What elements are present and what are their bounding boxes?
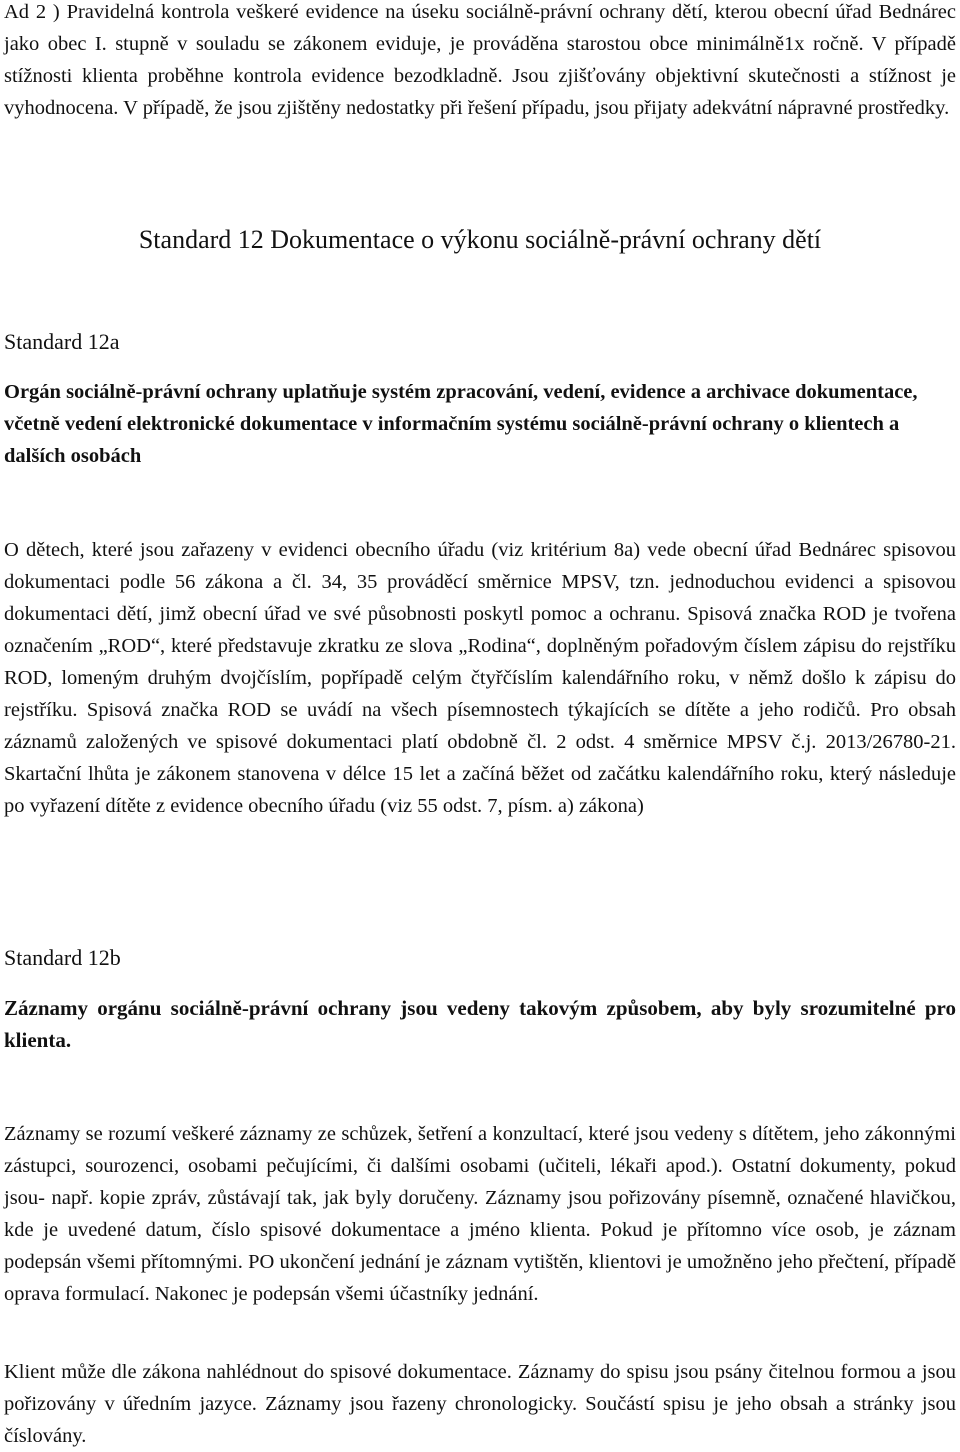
standard-12b-statement: Záznamy orgánu sociálně-právní ochrany jsou vedeny takovým způsobem, aby byly srozumitelné pro klienta. [4,996,956,1052]
standard-12b-paragraph-2: Klient může dle zákona nahlédnout do spisové dokumentace. Záznamy do spisu jsou psány čitelnou formou a jsou pořizovány v úředním jazyce. Záznamy jsou řazeny chronologicky. Součástí spisu je jeho obsah a stránky jsou číslovány. [4,1361,956,1447]
intro-paragraph: Ad 2 ) Pravidelná kontrola veškeré evidence na úseku sociálně-právní ochrany dětí, kterou obecní úřad Bednárec jako obec I. stupně v souladu se zákonem eviduje, je prováděna starostou obce minimálně1x ročně. V případě stížnosti klienta proběhne kontrola evidence bezodkladně. Jsou zjišťovány objektivní skutečnosti a stížnost je vyhodnocena. V případě, že jsou zjištěny nedostatky při řešení případu, jsou přijaty adekvátní nápravné prostředky. [4,1,956,119]
standard-12b-title: Standard 12b [4,945,121,970]
standard-12a-paragraph: O dětech, které jsou zařazeny v evidenci obecního úřadu (viz kritérium 8a) vede obecní úřad Bednárec spisovou dokumentaci podle 56 zákona a čl. 34, 35 prováděcí směrnice MPSV, tzn. jednoduchou evidenci a spisovou dokumentaci dětí, jimž obecní úřad ve své působnosti poskytl pomoc a ochranu. Spisová značka ROD je tvořena označením „ROD“, které představuje zkratku ze slova „Rodina“, doplněným pořadovým číslem zápisu do rejstříku ROD, lomeným druhým dvojčíslím, popřípadě celým čtyřčíslím kalendářního roku, v němž došlo k zápisu do rejstříku. Spisová značka ROD se uvádí na všech písemnostech týkajících se dítěte a jeho rodičů. Pro obsah záznamů založených ve spisové dokumentaci platí obdobně čl. 2 odst. 4 směrnice MPSV č.j. 2013/26780-21. Skartační lhůta je zákonem stanovena v délce 15 let a začíná běžet od začátku kalendářního roku, který následuje po vyřazení dítěte z evidence obecního úřadu (viz 55 odst. 7, písm. a) zákona) [4,539,956,817]
standard-12a-title: Standard 12a [4,329,120,354]
standard-12-title: Standard 12 Dokumentace o výkonu sociálně-právní ochrany dětí [138,225,822,254]
standard-12b-paragraph-1: Záznamy se rozumí veškeré záznamy ze schůzek, šetření a konzultací, které jsou vedeny s dítětem, jeho zákonnými zástupci, sourozenci, osobami pečujícími, či dalšími osobami (učiteli, lékaři apod.). Ostatní dokumenty, pokud jsou- např. kopie zpráv, zůstávají tak, jak byly doručeny. Záznamy jsou pořizovány písemně, označené hlavičkou, kde je uvedené datum, číslo spisové dokumentace a jméno klienta. Pokud je přítomno více osob, je záznam podepsán všemi přítomnými. PO ukončení jednání je záznam vytištěn, klientovi je umožněno jeho přečtení, případě oprava formulací. Nakonec je podepsán všemi účastníky jednání. [4,1123,956,1305]
standard-12a-statement: Orgán sociálně-právní ochrany uplatňuje systém zpracování, vedení, evidence a archivace dokumentace, včetně vedení elektronické dokumentace v informačním systému sociálně-právní ochrany o klientech a dalších osobách [4,381,918,467]
